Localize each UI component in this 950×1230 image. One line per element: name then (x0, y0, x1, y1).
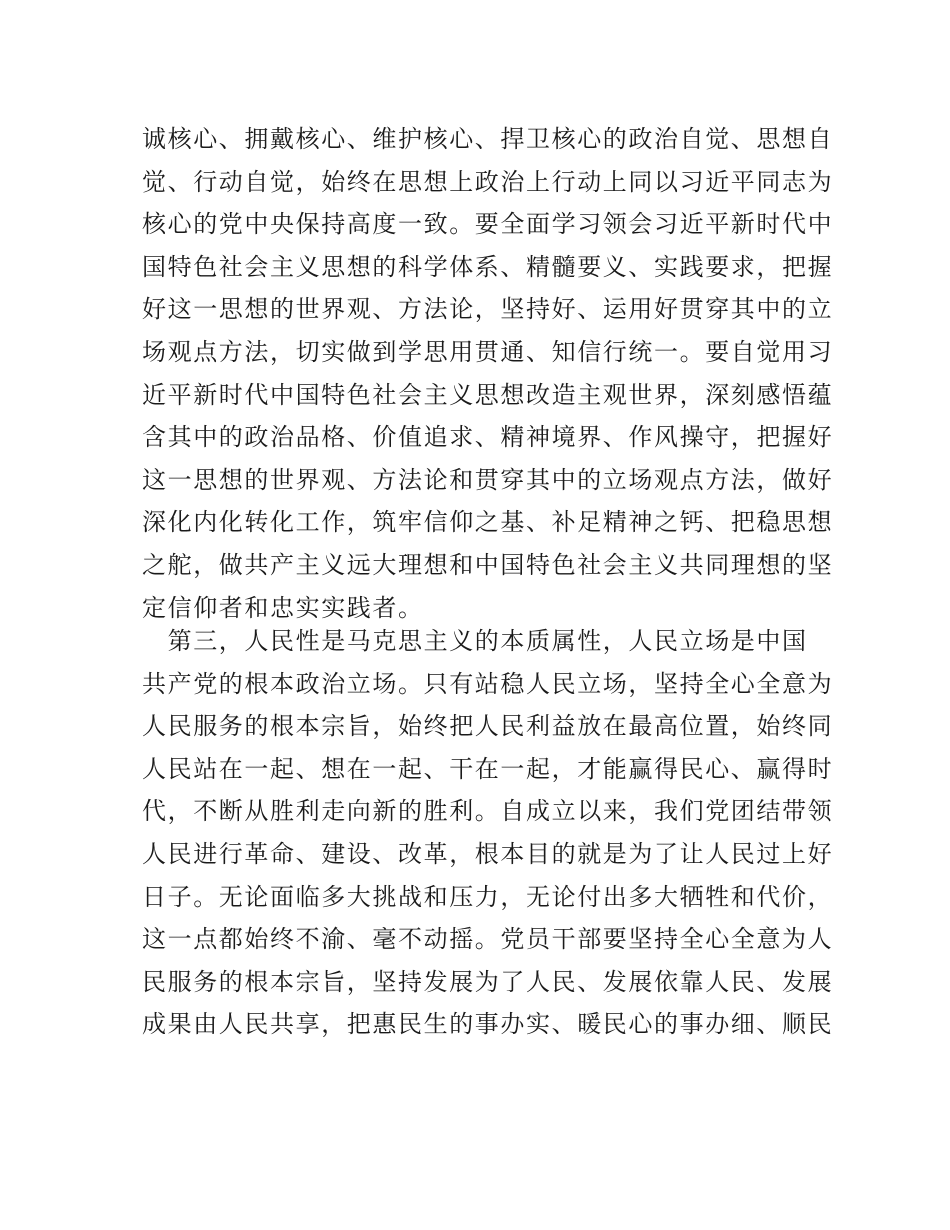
paragraph-line: 之舵，做共产主义远大理想和中国特色社会主义共同理想的坚 (142, 550, 834, 579)
paragraph-line: 人民进行革命、建设、改革，根本目的就是为了让人民过上好 (142, 839, 834, 868)
paragraph-line: 共产党的根本政治立场。只有站稳人民立场，坚持全心全意为 (142, 669, 834, 698)
paragraph-line: 觉、行动自觉，始终在思想上政治上行动上同以习近平同志为 (142, 167, 834, 196)
paragraph-line: 定信仰者和忠实实践者。 (142, 593, 424, 622)
paragraph-line: 核心的党中央保持高度一致。要全面学习领会习近平新时代中 (142, 210, 834, 239)
paragraph-1 (142, 118, 834, 629)
paragraph-2 (142, 620, 834, 1046)
paragraph-line: 好这一思想的世界观、方法论，坚持好、运用好贯穿其中的立 (142, 295, 834, 324)
paragraph-line: 场观点方法，切实做到学思用贯通、知信行统一。要自觉用习 (142, 337, 834, 366)
paragraph-line: 成果由人民共享，把惠民生的事办实、暖民心的事办细、顺民 (142, 1010, 834, 1039)
paragraph-line: 含其中的政治品格、价值追求、精神境界、作风操守，把握好 (142, 423, 834, 452)
paragraph-line: 第三，人民性是马克思主义的本质属性，人民立场是中国 (142, 627, 808, 655)
paragraph-line: 这一点都始终不渝、毫不动摇。党员干部要坚持全心全意为人 (142, 925, 834, 954)
paragraph-line: 深化内化转化工作，筑牢信仰之基、补足精神之钙、把稳思想 (142, 508, 834, 537)
paragraph-line: 近平新时代中国特色社会主义思想改造主观世界，深刻感悟蕴 (142, 380, 834, 409)
paragraph-line: 国特色社会主义思想的科学体系、精髓要义、实践要求，把握 (142, 252, 834, 281)
paragraph-line: 民服务的根本宗旨，坚持发展为了人民、发展依靠人民、发展 (142, 967, 834, 996)
paragraph-line: 诚核心、拥戴核心、维护核心、捍卫核心的政治自觉、思想自 (142, 125, 834, 153)
paragraph-line: 这一思想的世界观、方法论和贯穿其中的立场观点方法，做好 (142, 465, 834, 494)
paragraph-line: 人民服务的根本宗旨，始终把人民利益放在最高位置，始终同 (142, 712, 834, 741)
paragraph-line: 人民站在一起、想在一起、干在一起，才能赢得民心、赢得时 (142, 754, 834, 783)
paragraph-line: 代，不断从胜利走向新的胜利。自成立以来，我们党团结带领 (142, 797, 834, 826)
paragraph-line: 日子。无论面临多大挑战和压力，无论付出多大牺牲和代价， (142, 882, 834, 911)
